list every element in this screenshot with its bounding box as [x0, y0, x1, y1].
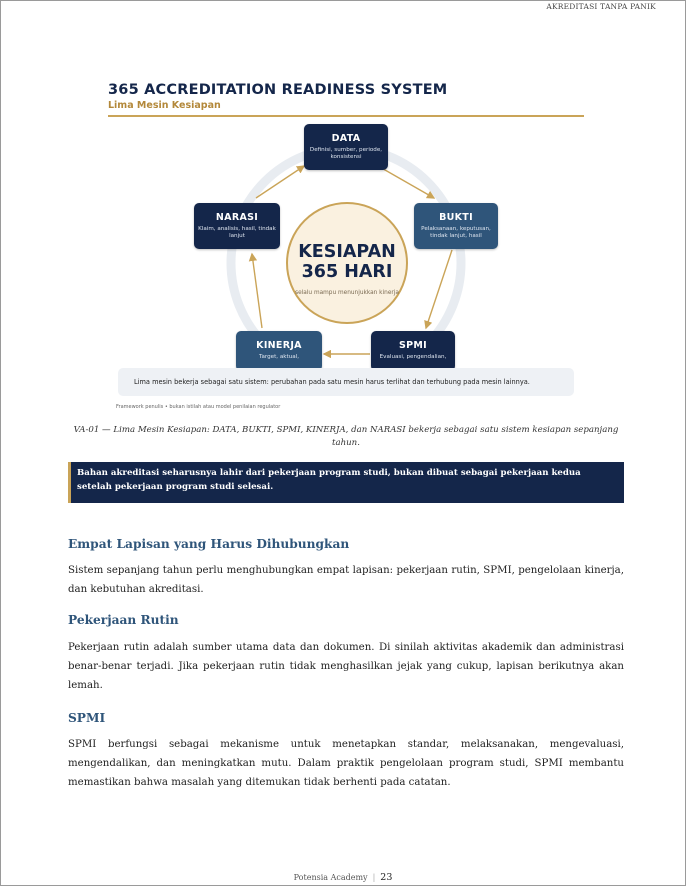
- footer-publisher: Potensia Academy: [293, 873, 368, 882]
- engine-spmi: [371, 331, 455, 371]
- arrow-kinerja-narasi: [252, 254, 262, 328]
- section-body: Sistem sepanjang tahun perlu menghubungkan empat lapisan: pekerjaan rutin, SPMI, pengelolaan kinerja, dan kebutuhan akreditasi.: [68, 565, 624, 595]
- section-heading: Pekerjaan Rutin: [68, 613, 179, 627]
- engine-desc: Evaluasi, pengendalian,: [379, 354, 447, 360]
- engine-narasi: [194, 203, 280, 249]
- engine-kinerja: [236, 331, 322, 371]
- section-body: SPMI berfungsi sebagai mekanisme untuk menetapkan standar, melaksanakan, mengevaluasi, mengendalikan, dan meningkatkan mutu. Dalam praktik pengelolaan program studi, SPMI membantu memastikan bahwa masalah yang ditemukan tidak berhenti pada catatan.: [68, 739, 624, 788]
- figure-title: 365 ACCREDITATION READINESS SYSTEM: [108, 82, 448, 98]
- readiness-figure: [108, 82, 584, 414]
- center-readiness-circle: [286, 202, 408, 324]
- engine-desc: Pelaksanaan, keputusan, tindak lanjut, hasil: [421, 226, 491, 239]
- engine-data: [304, 124, 388, 170]
- running-header: AKREDITASI TANPA PANIK: [546, 2, 656, 11]
- engine-name: BUKTI: [439, 212, 473, 223]
- engine-bukti: [414, 203, 498, 249]
- center-tagline: selalu mampu menunjukkan kinerja: [295, 290, 399, 296]
- engine-desc: Klaim, analisis, hasil, tindak lanjut: [198, 226, 276, 239]
- section-heading: SPMI: [68, 711, 106, 725]
- center-title-line2: 365 HARI: [301, 262, 393, 282]
- figure-callout: Lima mesin bekerja sebagai satu sistem: perubahan pada satu mesin harus terlihat dan terhubung pada mesin lainnya.: [118, 368, 574, 396]
- figure-title-rule: [108, 115, 584, 117]
- figure-subtitle: Lima Mesin Kesiapan: [108, 100, 221, 111]
- highlight-box: Bahan akreditasi seharusnya lahir dari pekerjaan program studi, bukan dibuat sebagai pekerjaan kedua setelah pekerjaan program studi selesai.: [68, 462, 624, 503]
- engine-desc: Target, aktual,: [258, 354, 300, 360]
- page-number: 23: [380, 872, 393, 883]
- engine-name: NARASI: [215, 212, 259, 223]
- engine-name: SPMI: [399, 340, 427, 351]
- footer-separator: |: [372, 873, 376, 882]
- page-footer: [0, 872, 686, 883]
- figure-caption: VA-01 — Lima Mesin Kesiapan: DATA, BUKTI, SPMI, KINERJA, dan NARASI bekerja sebagai satu sistem kesiapan sepanjang tahun.: [73, 425, 619, 448]
- figure-footnote: Framework penulis • bukan istilah atau model penilaian regulator: [116, 404, 281, 410]
- section-body: Pekerjaan rutin adalah sumber utama data dan dokumen. Di sinilah aktivitas akademik dan administrasi benar-benar terjadi. Jika pekerjaan rutin tidak menghasilkan jejak yang cukup, lapisan berikutnya akan lemah.: [68, 642, 624, 691]
- section-heading: Empat Lapisan yang Harus Dihubungkan: [68, 537, 350, 551]
- engine-desc: Definisi, sumber, periode, konsistensi: [309, 147, 383, 160]
- engine-name: KINERJA: [256, 340, 302, 351]
- center-title-line1: KESIAPAN: [298, 242, 396, 262]
- engine-name: DATA: [331, 133, 361, 144]
